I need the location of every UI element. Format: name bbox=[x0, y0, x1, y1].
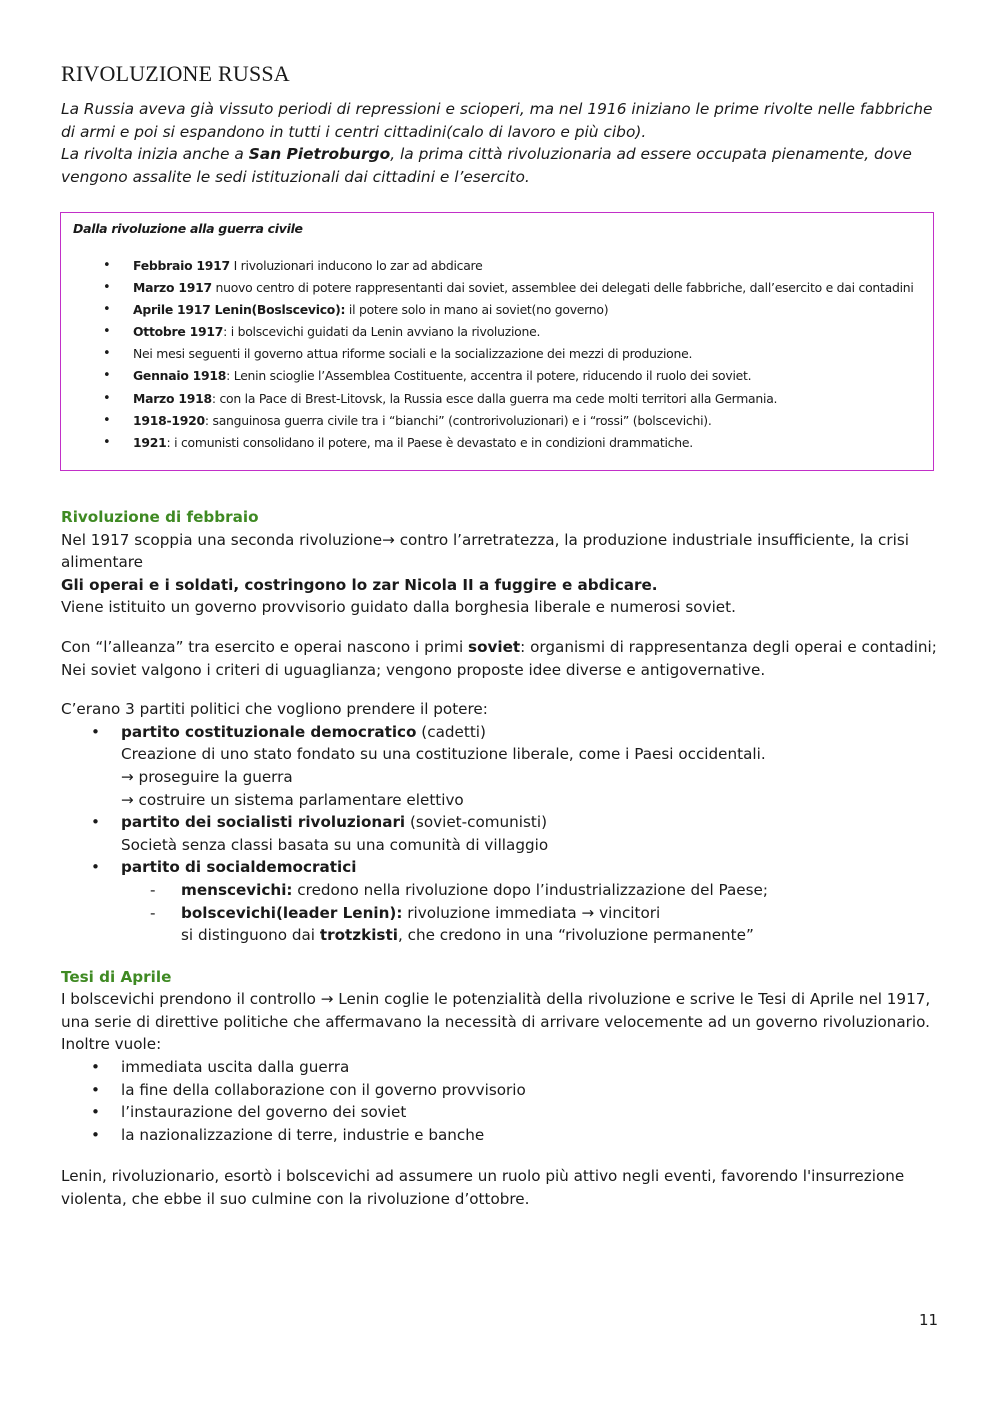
april-item bbox=[61, 1056, 941, 1079]
timeline-date: Marzo 1917 bbox=[133, 280, 212, 296]
timeline-date: Febbraio 1917 bbox=[133, 258, 230, 273]
timeline-box bbox=[60, 212, 934, 471]
party-desc: Società senza classi basata su una comunità di villaggio bbox=[121, 835, 549, 854]
intro-paragraph-1: La Russia aveva già vissuto periodi di repressioni e scioperi, ma nel 1916 iniziano le prime rivolte nelle fabbriche di armi e poi si espandono in tutti i centri cittadini(calo di lavoro e più cibo). bbox=[61, 100, 933, 141]
party-name-line bbox=[121, 811, 941, 834]
section-heading-febbraio: Rivoluzione di febbraio bbox=[61, 508, 259, 526]
bullet-icon: • bbox=[91, 722, 100, 741]
bullet-icon: • bbox=[103, 324, 111, 340]
timeline-item bbox=[103, 255, 913, 277]
bullet-icon: • bbox=[91, 1058, 100, 1077]
paragraph: Nel 1917 scoppia una seconda rivoluzione→ contro l’arretratezza, la produzione industriale insufficiente, la crisi alimentare bbox=[61, 530, 909, 572]
subparty-desc bbox=[181, 924, 941, 947]
bullet-icon: • bbox=[103, 412, 111, 428]
party-desc: → costruire un sistema parlamentare elettivo bbox=[121, 790, 464, 809]
timeline-item bbox=[103, 388, 913, 410]
bullet-icon: • bbox=[103, 280, 111, 296]
text: : organismi di rappresentanza degli operai e contadini; Nei soviet valgono i criteri di uguaglianza; vengono proposte idee diverse e antigovernative. bbox=[61, 637, 937, 679]
parties-list bbox=[61, 721, 941, 947]
dash-icon: - bbox=[150, 903, 156, 922]
timeline-text: il potere solo in mano ai soviet(no governo) bbox=[345, 302, 609, 318]
bullet-icon: • bbox=[91, 858, 100, 877]
text: credono nella rivoluzione dopo l’industrializzazione del Paese; bbox=[292, 880, 768, 899]
timeline-text: Nei mesi seguenti il governo attua riforme sociali e la socializzazione dei mezzi di produzione. bbox=[133, 346, 693, 362]
subparty-item bbox=[121, 879, 941, 902]
party-desc: Creazione di uno stato fondato su una costituzione liberale, come i Paesi occidentali. bbox=[121, 745, 766, 764]
april-item bbox=[61, 1101, 941, 1124]
spacer bbox=[61, 681, 941, 698]
party-name-line bbox=[121, 721, 941, 744]
text: la fine della collaborazione con il governo provvisorio bbox=[121, 1080, 526, 1099]
timeline-text: : i bolscevichi guidati da Lenin avviano la rivoluzione. bbox=[223, 324, 541, 340]
subparty-name: bolscevichi(leader Lenin): bbox=[181, 903, 403, 922]
party-desc: → proseguire la guerra bbox=[121, 767, 293, 786]
april-item bbox=[61, 1124, 941, 1147]
dash-icon: - bbox=[150, 880, 156, 899]
intro-text: , la prima città rivoluzionaria ad essere occupata pienamente, dove vengono assalite le sedi istituzionali dai cittadini e l’esercito. bbox=[61, 145, 912, 186]
timeline-item bbox=[103, 277, 913, 299]
timeline-date: 1921 bbox=[133, 434, 167, 450]
timeline-item bbox=[103, 432, 913, 454]
timeline-item bbox=[103, 410, 913, 432]
text: l’instaurazione del governo dei soviet bbox=[121, 1103, 407, 1122]
text: (cadetti) bbox=[416, 722, 486, 741]
timeline-text: : con la Pace di Brest-Litovsk, la Russia esce dalla guerra ma cede molti territori alla Germania. bbox=[211, 390, 778, 406]
paragraph: Inoltre vuole: bbox=[61, 1035, 162, 1054]
bold-statement bbox=[61, 574, 941, 597]
text: Con “l’alleanza” tra esercito e operai nascono i primi bbox=[61, 637, 469, 656]
bullet-icon: • bbox=[103, 434, 111, 450]
april-list bbox=[61, 1056, 941, 1146]
bullet-icon: • bbox=[103, 302, 111, 318]
text: si distinguono dai bbox=[181, 926, 320, 945]
page-title: RIVOLUZIONE RUSSA bbox=[61, 61, 290, 86]
text: rivoluzione immediata → vincitori bbox=[402, 903, 661, 922]
timeline-date: Gennaio 1918 bbox=[133, 368, 227, 384]
bullet-icon: • bbox=[103, 346, 111, 362]
subparty-item bbox=[121, 902, 941, 947]
timeline-date: Ottobre 1917 bbox=[133, 324, 224, 340]
paragraph: I bolscevichi prendono il controllo → Lenin coglie le potenzialità della rivoluzione e scrive le Tesi di Aprile nel 1917, una serie di direttive politiche che affermavano la necessità di arrivare velocemente ad un governo rivoluzionario. bbox=[61, 990, 931, 1031]
intro-paragraph-2 bbox=[61, 143, 941, 188]
bullet-icon: • bbox=[103, 390, 111, 406]
timeline-text: : i comunisti consolidano il potere, ma il Paese è devastato e in condizioni drammatiche. bbox=[166, 434, 693, 450]
spacer bbox=[61, 1146, 941, 1165]
bullet-icon: • bbox=[103, 258, 111, 273]
bold-text: soviet bbox=[468, 637, 521, 656]
timeline-date: Aprile 1917 Lenin(Boslscevico): bbox=[133, 302, 346, 318]
parties-intro: C’erano 3 partiti politici che vogliono prendere il potere: bbox=[61, 700, 488, 719]
subparty-name: menscevichi: bbox=[181, 880, 293, 899]
bold-text: trotzkisti bbox=[319, 926, 398, 945]
timeline-item bbox=[103, 343, 913, 365]
page-number: 11 bbox=[919, 1311, 939, 1329]
party-item bbox=[61, 721, 941, 811]
bold-text: Gli operai e i soldati, costringono lo zar Nicola II a fuggire e abdicare. bbox=[61, 575, 658, 594]
party-name: partito di socialdemocratici bbox=[121, 858, 357, 877]
timeline-date: Marzo 1918 bbox=[133, 390, 212, 406]
timeline-date: 1918-1920 bbox=[133, 412, 205, 428]
timeline-item bbox=[103, 299, 913, 321]
text: , che credono in una “rivoluzione permanente” bbox=[397, 926, 754, 945]
timeline-text: nuovo centro di potere rappresentanti dai soviet, assemblee dei delegati delle fabbriche, dall’esercito e dai contadini bbox=[211, 280, 914, 296]
party-item bbox=[61, 856, 941, 946]
bullet-icon: • bbox=[91, 1125, 100, 1144]
bullet-icon: • bbox=[91, 1103, 100, 1122]
timeline-item bbox=[103, 321, 913, 343]
spacer bbox=[61, 947, 941, 966]
intro-bold-city: San Pietroburgo bbox=[248, 145, 391, 163]
section-heading-aprile: Tesi di Aprile bbox=[61, 967, 172, 986]
intro-text: La rivolta inizia anche a bbox=[61, 145, 249, 163]
timeline-text: I rivoluzionari inducono lo zar ad abdicare bbox=[229, 258, 483, 273]
main-content bbox=[61, 506, 941, 1211]
bullet-icon: • bbox=[91, 1080, 100, 1099]
party-item bbox=[61, 811, 941, 856]
timeline-list bbox=[103, 255, 913, 454]
bullet-icon: • bbox=[91, 813, 100, 832]
april-item bbox=[61, 1079, 941, 1102]
party-name: partito dei socialisti rivoluzionari bbox=[121, 813, 406, 832]
text: immediata uscita dalla guerra bbox=[121, 1058, 350, 1077]
page-header bbox=[61, 60, 941, 188]
timeline-text: : Lenin scioglie l’Assemblea Costituente, accentra il potere, riducendo il ruolo dei soviet. bbox=[226, 368, 752, 384]
timeline-box-title: Dalla rivoluzione alla guerra civile bbox=[73, 221, 303, 236]
party-name-line bbox=[121, 856, 941, 879]
subparty-list bbox=[121, 879, 941, 947]
text: la nazionalizzazione di terre, industrie e banche bbox=[121, 1125, 485, 1144]
soviet-paragraph bbox=[61, 636, 941, 681]
timeline-item bbox=[103, 365, 913, 387]
text: (soviet-comunisti) bbox=[405, 813, 548, 832]
timeline-text: : sanguinosa guerra civile tra i “bianchi” (controrivoluzionari) e i “rossi” (bolscevichi). bbox=[204, 412, 712, 428]
spacer bbox=[61, 619, 941, 636]
paragraph: Viene istituito un governo provvisorio guidato dalla borghesia liberale e numerosi soviet. bbox=[61, 598, 736, 617]
party-name: partito costituzionale democratico bbox=[121, 722, 417, 741]
closing-paragraph: Lenin, rivoluzionario, esortò i bolscevichi ad assumere un ruolo più attivo negli eventi, favorendo l'insurrezione violenta, che ebbe il suo culmine con la rivoluzione d’ottobre. bbox=[61, 1167, 905, 1209]
bullet-icon: • bbox=[103, 368, 111, 384]
